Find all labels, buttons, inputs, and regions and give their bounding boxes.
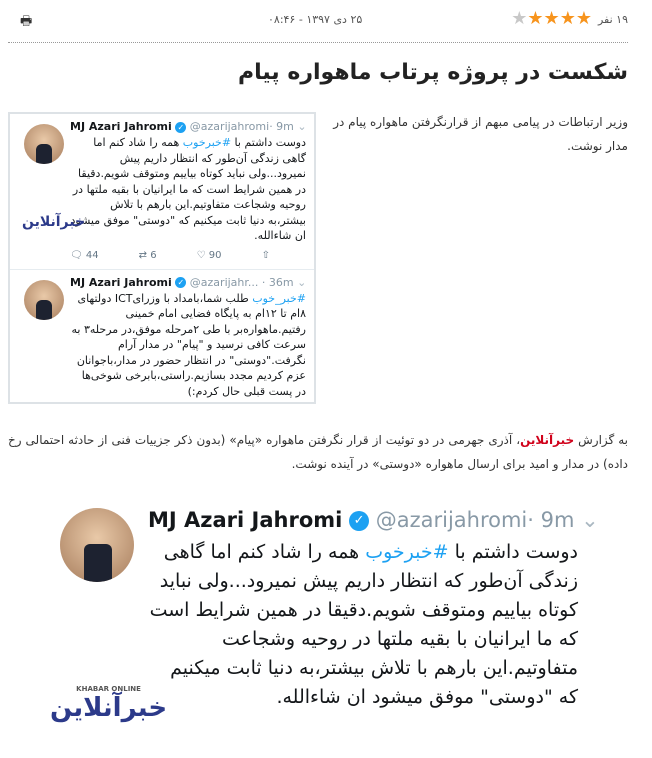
tweet-handle: @azarijahromi xyxy=(189,120,270,133)
tweet-handle: @azarijahromi xyxy=(375,508,528,532)
tweet-text xyxy=(148,538,578,712)
tweet-author: MJ Azari Jahromi xyxy=(148,508,343,532)
avatar xyxy=(24,280,64,320)
tweet-actions xyxy=(70,244,270,265)
lead-text: وزیر ارتباطات در پیامی مبهم از قرارنگرفتن ماهواره پیام در مدار نوشت. xyxy=(333,115,628,153)
verified-icon: ✓ xyxy=(175,277,186,288)
tweet-text-body: طلب شما،بامداد با وزرایICT دولتهای ۸ام تا ۱۲ام به پایگاه فضایی امام خمینی رفتیم.ماهواره‌بر با طی ۲مرحله موفق،در مرحله۳ به سرعت کافی نرسید و "پیام" در مدار آرام نگرفت."دوستی" در انتظار حضور در مدار،باجوانان عزم کردیم مجدد بسازیم.راستی،بابرخی شوخی‌ها در پست قبلی حال کردم:) xyxy=(71,291,306,398)
star-icon[interactable]: ★ xyxy=(511,8,528,29)
tweet xyxy=(10,114,314,265)
khabaronline-logo xyxy=(50,685,167,723)
tweet-text xyxy=(70,291,306,400)
chevron-down-icon: ⌄ xyxy=(297,275,307,289)
star-icon[interactable]: ★ xyxy=(543,8,560,29)
retweet-icon: ⇄ 6 xyxy=(138,249,157,261)
share-icon: ⇧ xyxy=(261,249,270,261)
tweet-time: · 9m xyxy=(269,120,294,133)
tweet-text-pre: دوست داشتم با xyxy=(231,136,306,149)
tweet-text-body: همه را شاد کنم اما گاهی زندگی آن‌طور که انتظار داریم پیش نمیرود...ولی نباید کوتاه بیاییم ومتوقف شویم.دقیقا در همین شرایط است که ما ایرانیان با بقیه ملتها در روحیه وشجاعت متفاوتیم.این بارهم با تلاش بیشتر،به دنیا ثابت میکنیم که "دوستی" موفق میشود ان شاءالله. xyxy=(149,541,578,708)
tweet-time: · 36m xyxy=(261,275,294,289)
like-count: 90 xyxy=(208,249,222,261)
tweet-text xyxy=(70,135,306,244)
divider xyxy=(8,42,628,43)
tweet-screenshot xyxy=(8,112,316,404)
page-title: شکست در پروژه پرتاب ماهواره پیام xyxy=(238,60,628,85)
tweet-text-body: همه را شاد کنم اما گاهی زندگی آن‌طور که انتظار داریم پیش نمیرود...ولی نباید کوتاه بیاییم ومتوقف شویم.دقیقا در همین شرایط است که ما ایرانیان با بقیه ملتها در روحیه وشجاعت متفاوتیم.این بارهم با تلاش بیشتر،به دنیا ثابت میکنیم که "دوستی" موفق میشود ان شاءالله. xyxy=(70,136,306,242)
verified-icon: ✓ xyxy=(175,122,186,133)
vote-count: ۱۹ نفر xyxy=(597,12,628,26)
reply-count: 44 xyxy=(85,249,99,261)
tweet-text-pre: دوست داشتم با xyxy=(448,541,578,563)
tweet-author: MJ Azari Jahromi xyxy=(70,120,172,133)
logo-latin: KHABAR ONLINE xyxy=(76,685,141,693)
verified-icon: ✓ xyxy=(349,511,369,531)
article-meta xyxy=(8,10,628,32)
khabaronline-logo: خبرآنلاین xyxy=(22,214,86,230)
tweet-time: · 9m xyxy=(527,508,575,532)
avatar xyxy=(60,508,134,582)
reply-icon: 🗨 44 xyxy=(70,249,99,261)
printer-icon[interactable]: 🖶 xyxy=(20,14,33,29)
tweet-enlarged-image xyxy=(40,500,620,758)
article-paragraph xyxy=(8,428,628,476)
source-link[interactable]: خبرآنلاین xyxy=(520,433,575,447)
tweet xyxy=(10,270,314,400)
star-icon[interactable]: ★ xyxy=(559,8,576,29)
hashtag: #خبرخوب xyxy=(365,541,449,563)
rating xyxy=(511,10,628,28)
hashtag: #خبر_خوب xyxy=(252,291,306,305)
retweet-count: 6 xyxy=(150,249,157,261)
heart-icon: ♡ 90 xyxy=(196,249,222,261)
paragraph-pre: به گزارش xyxy=(574,433,628,447)
publish-date: ۲۵ دی ۱۳۹۷ - ۰۸:۴۶ xyxy=(268,13,363,26)
hashtag: #خبرخوب xyxy=(182,136,232,149)
logo-text: خبرآنلاین xyxy=(50,693,168,723)
tweet-author: MJ Azari Jahromi xyxy=(70,275,172,289)
paragraph-text: ، آذری جهرمی در دو توئیت از قرار نگرفتن ماهواره «پیام» (بدون ذکر جزییات فنی از حادثه احتمالی رخ داده) در مدار و امید برای ارسال ماهواره «دوستی» در آینده نوشت. xyxy=(8,433,628,471)
chevron-down-icon: ⌄ xyxy=(581,508,599,532)
star-icon[interactable]: ★ xyxy=(575,8,592,29)
star-rating[interactable] xyxy=(511,10,592,28)
chevron-down-icon: ⌄ xyxy=(297,120,307,133)
tweet-handle: @azarijahr... xyxy=(189,275,259,289)
star-icon[interactable]: ★ xyxy=(527,8,544,29)
avatar xyxy=(24,124,64,164)
